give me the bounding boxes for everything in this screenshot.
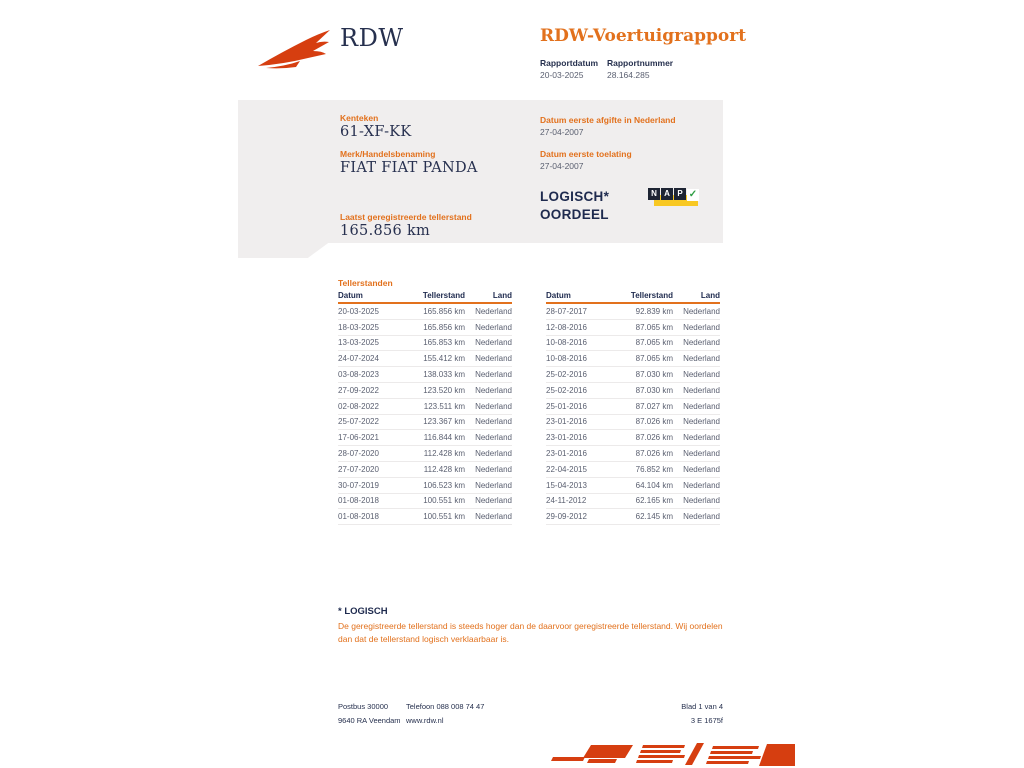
cell-datum: 10-08-2016 [546,354,587,364]
cell-land: Nederland [683,370,720,380]
cell-datum: 03-08-2023 [338,370,379,380]
tellerstand-label: Laatst geregistreerde tellerstand [340,212,472,222]
cell-land: Nederland [475,370,512,380]
cell-datum: 01-08-2018 [338,512,379,522]
footnote-text: De geregistreerde tellerstand is steeds hoger dan de daarvoor geregistreerde tellerstand. Wij oordelen dan dat de tellerstand logisch verklaarbaar is. [338,621,723,644]
cell-land: Nederland [475,354,512,364]
cell-datum: 25-07-2022 [338,417,379,427]
footer-postbus: Postbus 30000 [338,702,389,711]
cell-land: Nederland [475,512,512,522]
cell-land: Nederland [683,496,720,506]
rdw-wing-logo-icon [256,28,334,70]
table-row [338,509,512,525]
cell-land: Nederland [475,417,512,427]
cell-land: Nederland [475,496,512,506]
cell-land: Nederland [683,480,720,490]
table-row [546,430,720,446]
cell-land: Nederland [475,480,512,490]
table-body [338,304,512,525]
footer-phone: Telefoon 088 008 74 47 [406,702,485,711]
table-row [338,383,512,399]
cell-tellerstand: 123.511 km [423,401,465,411]
cell-tellerstand: 76.852 km [635,464,673,474]
cell-datum: 23-01-2016 [546,433,587,443]
cell-land: Nederland [683,433,720,443]
footer-address [338,700,401,728]
footer-page-number: Blad 1 van 4 [681,702,723,711]
cell-tellerstand: 92.839 km [635,306,673,316]
cell-land: Nederland [475,401,512,411]
cell-datum: 24-07-2024 [338,354,379,364]
cell-land: Nederland [475,433,512,443]
cell-tellerstand: 62.145 km [635,512,673,522]
oordeel-line2: OORDEEL [540,207,609,222]
cell-tellerstand: 165.856 km [423,306,465,316]
footer-contact [406,700,484,728]
table-row [546,336,720,352]
cell-land: Nederland [475,385,512,395]
footer-city: 9640 RA Veendam [338,716,401,725]
table-row [338,462,512,478]
table-header [338,291,512,304]
cell-datum: 13-03-2025 [338,338,379,348]
cell-datum: 25-02-2016 [546,385,587,395]
col-datum: Datum [546,291,571,300]
kenteken-value: 61-XF-KK [340,124,412,140]
footer-website: www.rdw.nl [406,716,444,725]
cell-datum: 18-03-2025 [338,322,379,332]
cell-land: Nederland [683,322,720,332]
cell-datum: 15-04-2013 [546,480,587,490]
afgifte-label: Datum eerste afgifte in Nederland [540,115,676,125]
cell-datum: 12-08-2016 [546,322,587,332]
cell-land: Nederland [683,449,720,459]
cell-tellerstand: 165.856 km [423,322,465,332]
cell-tellerstand: 123.367 km [423,417,465,427]
cell-tellerstand: 138.033 km [423,370,465,380]
col-land: Land [492,291,512,300]
cell-land: Nederland [475,464,512,474]
cell-tellerstand: 165.853 km [423,338,465,348]
cell-datum: 27-07-2020 [338,464,379,474]
footer-form-code: 3 E 1675f [690,716,723,725]
footer-page-info [623,700,723,728]
afgifte-value: 27-04-2007 [540,127,584,137]
kenteken-label: Kenteken [340,113,379,123]
table-row [338,351,512,367]
cell-datum: 30-07-2019 [338,480,379,490]
cell-datum: 23-01-2016 [546,417,587,427]
table-row [546,509,720,525]
table-row [338,304,512,320]
cell-tellerstand: 87.065 km [635,322,673,332]
cell-tellerstand: 87.065 km [635,354,673,364]
report-number-label: Rapportnummer [607,58,674,68]
cell-tellerstand: 112.428 km [423,449,465,459]
nap-letter-a: A [661,188,673,200]
cell-tellerstand: 87.030 km [635,370,673,380]
cell-tellerstand: 87.026 km [635,417,673,427]
cell-tellerstand: 100.551 km [423,496,465,506]
merk-value: FIAT FIAT PANDA [340,160,478,176]
cell-tellerstand: 155.412 km [423,354,465,364]
table-row [546,383,720,399]
cell-land: Nederland [683,354,720,364]
tellerstand-value: 165.856 km [340,223,431,239]
cell-tellerstand: 87.065 km [635,338,673,348]
cell-land: Nederland [683,417,720,427]
nap-logo [648,186,700,210]
table-row [546,351,720,367]
table-row [546,415,720,431]
cell-land: Nederland [683,385,720,395]
cell-land: Nederland [683,401,720,411]
cell-land: Nederland [683,306,720,316]
table-row [338,320,512,336]
cell-land: Nederland [683,512,720,522]
table-row [546,399,720,415]
cell-datum: 25-01-2016 [546,401,587,411]
cell-land: Nederland [475,322,512,332]
cell-datum: 23-01-2016 [546,449,587,459]
nap-letter-p: P [674,188,686,200]
cell-land: Nederland [683,338,720,348]
cell-tellerstand: 87.030 km [635,385,673,395]
cell-datum: 10-08-2016 [546,338,587,348]
cell-datum: 22-04-2015 [546,464,587,474]
cell-tellerstand: 87.026 km [635,433,673,443]
toelating-value: 27-04-2007 [540,161,584,171]
cell-tellerstand: 87.026 km [635,449,673,459]
table-row [338,367,512,383]
table-row [546,478,720,494]
table-row [338,336,512,352]
merk-label: Merk/Handelsbenaming [340,149,436,159]
col-tellerstand: Tellerstand [630,291,673,300]
report-number-value: 28.164.285 [607,70,650,80]
cell-datum: 28-07-2017 [546,306,587,316]
table-row [546,367,720,383]
odometer-table-left [338,291,512,525]
table-row [338,399,512,415]
cell-datum: 25-02-2016 [546,370,587,380]
cell-tellerstand: 123.520 km [423,385,465,395]
cell-tellerstand: 106.523 km [423,480,465,490]
table-body [546,304,720,525]
table-row [338,478,512,494]
table-row [546,446,720,462]
cell-datum: 29-09-2012 [546,512,587,522]
nap-letter-n: N [648,188,660,200]
cell-land: Nederland [683,464,720,474]
cell-land: Nederland [475,449,512,459]
odometer-table-right [546,291,720,525]
col-land: Land [700,291,720,300]
tables-title: Tellerstanden [338,278,393,288]
cell-tellerstand: 100.551 km [423,512,465,522]
rdw-wordmark: RDW [340,24,404,52]
toelating-label: Datum eerste toelating [540,149,632,159]
table-header [546,291,720,304]
table-row [338,446,512,462]
report-date-label: Rapportdatum [540,58,599,68]
rdw-speedlines-graphic-icon [545,738,795,768]
cell-tellerstand: 62.165 km [635,496,673,506]
report-date-value: 20-03-2025 [540,70,584,80]
cell-datum: 24-11-2012 [546,496,587,506]
cell-datum: 17-06-2021 [338,433,379,443]
cell-tellerstand: 87.027 km [635,401,673,411]
table-row [546,494,720,510]
cell-datum: 28-07-2020 [338,449,379,459]
oordeel-text [540,188,609,224]
cell-land: Nederland [475,338,512,348]
table-row [338,415,512,431]
table-row [338,430,512,446]
table-row [546,320,720,336]
cell-datum: 02-08-2022 [338,401,379,411]
cell-tellerstand: 112.428 km [423,464,465,474]
cell-datum: 27-09-2022 [338,385,379,395]
cell-datum: 20-03-2025 [338,306,379,316]
oordeel-line1: LOGISCH* [540,189,610,204]
table-row [546,304,720,320]
footnote-title: * LOGISCH [338,606,388,617]
col-datum: Datum [338,291,363,300]
cell-tellerstand: 64.104 km [635,480,673,490]
nap-check-icon: ✓ [688,189,698,200]
cell-land: Nederland [475,306,512,316]
cell-tellerstand: 116.844 km [423,433,465,443]
col-tellerstand: Tellerstand [422,291,465,300]
table-row [338,494,512,510]
table-row [546,462,720,478]
page-title: RDW-Voertuigrapport [540,26,747,46]
cell-datum: 01-08-2018 [338,496,379,506]
